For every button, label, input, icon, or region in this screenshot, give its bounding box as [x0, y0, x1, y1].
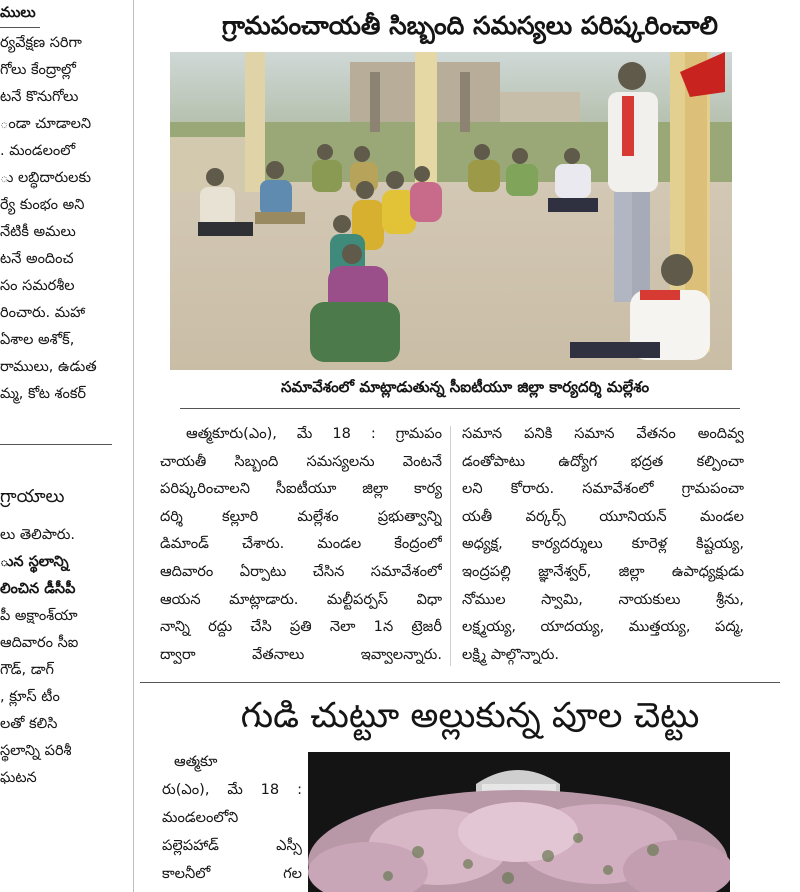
article1-line: పరిష్కరించాలని సీఐటీయూ జిల్లా కార్య	[160, 480, 442, 498]
article1-line: ఆత్మకూరు(ఎం), మే 18 : గ్రామపం	[186, 425, 442, 442]
left-column-line: ఆదివారం సీఐ	[0, 635, 79, 651]
left-column-line: పీ అక్షాంశ్‌యా	[0, 608, 78, 624]
article1-line: దర్శి కల్లూరి మల్లేశం ప్రభుత్వాన్ని	[160, 507, 442, 525]
left-column-line: ండా చూడాలని	[0, 116, 92, 132]
left-column-line: ు లబ్ధిదారులకు	[0, 170, 92, 186]
left-column-line: టనే కొనుగోలు	[0, 89, 79, 105]
left-column-line: లు తెలిపారు.	[0, 527, 75, 543]
article2-line: పల్లెపహాడ్ ఎస్సీ	[162, 837, 302, 854]
left-column-line: స్థలాన్ని పరిశీ	[0, 743, 72, 759]
article1-column-separator	[450, 426, 451, 666]
left-column-line: రించారు. మహా	[0, 305, 86, 321]
article1-line: డిమాండ్ చేశారు. మండల కేంద్రంలో	[160, 535, 442, 553]
flower-tree-photo-icon	[308, 752, 730, 892]
article1-line: లక్ష్మయ్య, యాదయ్య, ముత్తయ్య, పద్మ,	[462, 618, 744, 636]
article1-line: లని కోరారు. సమావేశంలో గ్రామపంచా	[462, 480, 744, 498]
left-column-rule	[0, 27, 40, 28]
left-column-line: గోలు కేంద్రాల్లో	[0, 62, 76, 78]
left-column-article	[0, 0, 112, 892]
left-column-line: మ్మ, కోట శంకర్	[0, 386, 87, 402]
article2-line: మండలంలోని	[162, 809, 239, 826]
article2-headline: గుడి చుట్టూ అల్లుకున్న పూల చెట్టు	[240, 696, 700, 736]
left-column-line: ఏశాల అశోక్,	[0, 332, 75, 348]
article1-column-1	[160, 420, 442, 668]
article1-line: నాన్ని రద్దు చేసి ప్రతి నెలా 1న ట్రెజరీ	[160, 618, 442, 636]
left-column-line: టనే అందించ	[0, 251, 74, 267]
flower-tree-photo	[308, 752, 730, 892]
article1-line: యతీ వర్కర్స్ యూనియన్ మండల	[462, 507, 744, 525]
left-column-line: గౌడ్, డాగ్	[0, 662, 54, 678]
article1-line: ద్వారా వేతనాలు ఇవ్వాలన్నారు.	[160, 645, 442, 663]
left-column-line: నేటికీ అమలు	[0, 224, 76, 240]
left-column-second-heading: గ్రాయాలు	[0, 486, 65, 507]
article2-line: కాలనీలో గల	[162, 865, 302, 882]
left-column-line: ఘటన	[0, 770, 37, 786]
left-column-line: లతో కలిసి	[0, 716, 58, 732]
left-column-line: సం సమరశీల	[0, 278, 75, 294]
column-separator	[133, 0, 134, 892]
article1-line: అధ్యక్ష, కార్యదర్శులు కూరెళ్ల కిష్టయ్య,	[462, 535, 744, 553]
left-column-line: ర్యే కుంభం అని	[0, 197, 85, 213]
left-column-heading: ములు	[0, 5, 36, 21]
caption-rule	[180, 408, 740, 409]
left-column-line: , క్లూస్ టీం	[0, 689, 60, 705]
article1-line: ఆదివారం ఏర్పాటు చేసిన సమావేశంలో	[160, 562, 442, 580]
article1-line: డంతోపాటు ఉద్యోగ భద్రత కల్పించా	[462, 452, 744, 470]
article1-line: లక్ష్మి పాల్గొన్నారు.	[462, 645, 560, 663]
article2-top-rule	[140, 682, 780, 683]
article1-line: సమాన పనికి సమాన వేతనం అందివ్వ	[462, 425, 744, 442]
article1-line: చాయతీ సిబ్బంది సమస్యలను వెంటనే	[160, 452, 442, 470]
article1-line: ఇంద్రపల్లి జ్ఞానేశ్వర్, జిల్లా ఉపాధ్యక్షుడు	[462, 562, 744, 580]
left-column-subhead: లించిన డీసీపీ	[0, 581, 76, 597]
left-column-subhead: ున స్థలాన్ని	[0, 554, 69, 570]
left-column-line: రాములు, ఉడుత	[0, 359, 97, 375]
article2-column-1	[162, 748, 302, 888]
article1-column-2	[462, 420, 744, 668]
article1-photo-caption: సమావేశంలో మాట్లాడుతున్న సీఐటీయూ జిల్లా కార్యదర్శి మల్లేశం	[280, 378, 650, 396]
meeting-photo	[170, 52, 732, 370]
article1-headline: గ్రామపంచాయతీ సిబ్బంది సమస్యలు పరిష్కరించాలి	[222, 11, 718, 40]
meeting-photo-icon	[170, 52, 732, 370]
left-column-line: . మండలంలో	[0, 143, 76, 159]
article2-line: ఆత్మకూ	[174, 753, 218, 770]
left-column-line: ర్యవేక్షణ సరిగా	[0, 35, 82, 51]
article1-line: నోముల స్వామి, నాయకులు శ్రీను,	[462, 590, 744, 608]
article2-line: రు(ఎం), మే 18 :	[162, 781, 302, 798]
article1-line: ఆయన మాట్లాడారు. మల్టీపర్పస్ విధా	[160, 590, 442, 608]
